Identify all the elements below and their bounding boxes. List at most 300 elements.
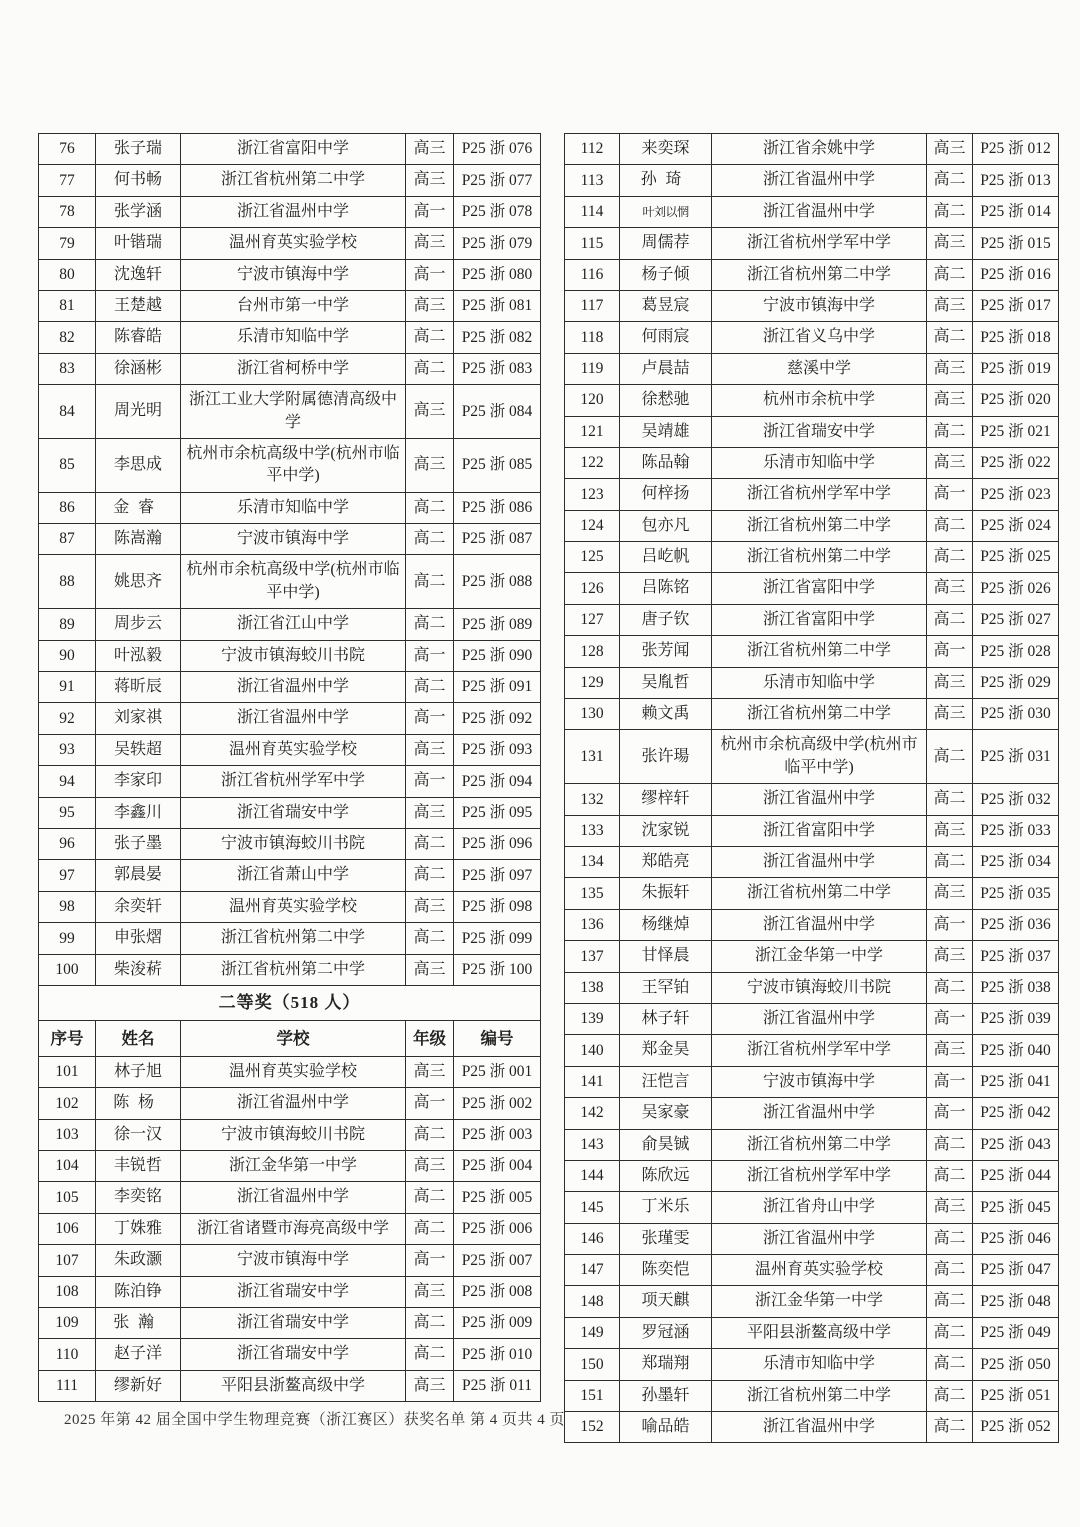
cell-name: 郑瑞翔 <box>620 1349 712 1380</box>
table-row <box>565 909 1059 940</box>
cell-name: 李鑫川 <box>96 797 181 828</box>
cell-index: 133 <box>565 815 620 846</box>
cell-name: 甘怿晨 <box>620 941 712 972</box>
table-row <box>39 1088 541 1119</box>
cell-school: 浙江省温州中学 <box>712 1098 927 1129</box>
table-row <box>39 734 541 765</box>
cell-name: 蒋昕辰 <box>96 672 181 703</box>
cell-name: 陈杨 <box>96 1088 181 1119</box>
cell-name: 张许瑒 <box>620 730 712 784</box>
cell-name: 李奕铭 <box>96 1182 181 1213</box>
cell-index: 110 <box>39 1339 96 1370</box>
cell-grade: 高二 <box>927 196 973 227</box>
cell-name: 张学涵 <box>96 196 181 227</box>
cell-school: 浙江省温州中学 <box>712 1412 927 1443</box>
cell-index: 101 <box>39 1056 96 1087</box>
table-row <box>39 1213 541 1244</box>
cell-index: 127 <box>565 604 620 635</box>
cell-name: 张子墨 <box>96 828 181 859</box>
cell-id: P25 浙 048 <box>973 1286 1059 1317</box>
cell-name: 林子轩 <box>620 1003 712 1034</box>
cell-name: 杨继焯 <box>620 909 712 940</box>
cell-school: 浙江省杭州第二中学 <box>712 636 927 667</box>
cell-name: 金睿 <box>96 492 181 523</box>
cell-name: 叶锴瑞 <box>96 228 181 259</box>
cell-index: 134 <box>565 846 620 877</box>
table-row <box>565 636 1059 667</box>
col-header-grade: 年级 <box>406 1020 454 1056</box>
cell-index: 147 <box>565 1255 620 1286</box>
cell-index: 90 <box>39 640 96 671</box>
cell-index: 112 <box>565 134 620 165</box>
cell-name: 丁米乐 <box>620 1192 712 1223</box>
cell-id: P25 浙 015 <box>973 228 1059 259</box>
cell-index: 98 <box>39 891 96 922</box>
table-row <box>39 524 541 555</box>
cell-id: P25 浙 024 <box>973 510 1059 541</box>
cell-school: 宁波市镇海蛟川书院 <box>181 1119 406 1150</box>
cell-school: 温州育英实验学校 <box>181 734 406 765</box>
cell-school: 浙江省温州中学 <box>712 909 927 940</box>
cell-index: 132 <box>565 784 620 815</box>
table-row <box>565 1412 1059 1443</box>
col-header-id: 编号 <box>454 1020 541 1056</box>
table-row <box>565 972 1059 1003</box>
cell-id: P25 浙 052 <box>973 1412 1059 1443</box>
cell-grade: 高二 <box>927 730 973 784</box>
cell-grade: 高二 <box>406 1339 454 1370</box>
cell-grade: 高二 <box>927 784 973 815</box>
cell-grade: 高二 <box>406 828 454 859</box>
cell-id: P25 浙 046 <box>973 1223 1059 1254</box>
cell-grade: 高三 <box>927 1035 973 1066</box>
cell-school: 宁波市镇海中学 <box>181 1245 406 1276</box>
table-row <box>565 259 1059 290</box>
cell-grade: 高三 <box>406 1056 454 1087</box>
cell-id: P25 浙 020 <box>973 385 1059 416</box>
cell-school: 杭州市余杭中学 <box>712 385 927 416</box>
cell-grade: 高一 <box>927 1098 973 1129</box>
cell-school: 浙江省瑞安中学 <box>181 797 406 828</box>
cell-index: 116 <box>565 259 620 290</box>
cell-grade: 高二 <box>406 1307 454 1338</box>
table-row <box>565 228 1059 259</box>
cell-index: 82 <box>39 322 96 353</box>
cell-index: 93 <box>39 734 96 765</box>
cell-grade: 高二 <box>927 1255 973 1286</box>
cell-school: 浙江省杭州学军中学 <box>181 766 406 797</box>
table-row <box>565 573 1059 604</box>
cell-grade: 高二 <box>406 609 454 640</box>
col-header-school: 学校 <box>181 1020 406 1056</box>
cell-index: 89 <box>39 609 96 640</box>
column-header-row <box>39 1020 541 1056</box>
cell-school: 慈溪中学 <box>712 353 927 384</box>
cell-index: 97 <box>39 860 96 891</box>
cell-grade: 高三 <box>927 941 973 972</box>
cell-index: 120 <box>565 385 620 416</box>
second-prize-section-row <box>39 985 541 1020</box>
cell-name: 项天麒 <box>620 1286 712 1317</box>
cell-grade: 高二 <box>927 416 973 447</box>
cell-id: P25 浙 082 <box>454 322 541 353</box>
table-row <box>565 196 1059 227</box>
cell-index: 129 <box>565 667 620 698</box>
cell-grade: 高一 <box>927 636 973 667</box>
table-row <box>565 1035 1059 1066</box>
cell-grade: 高三 <box>406 1151 454 1182</box>
table-row <box>39 1245 541 1276</box>
cell-index: 119 <box>565 353 620 384</box>
cell-school: 宁波市镇海中学 <box>712 1066 927 1097</box>
cell-grade: 高二 <box>927 1349 973 1380</box>
table-row <box>39 290 541 321</box>
cell-school: 乐清市知临中学 <box>181 322 406 353</box>
second-prize-rows-continued <box>565 134 1059 1443</box>
cell-school: 浙江省杭州第二中学 <box>712 878 927 909</box>
cell-name: 余奕轩 <box>96 891 181 922</box>
cell-index: 81 <box>39 290 96 321</box>
second-prize-title: 二等奖（518 人） <box>39 985 541 1020</box>
cell-name: 赵子洋 <box>96 1339 181 1370</box>
table-row <box>565 604 1059 635</box>
cell-grade: 高二 <box>927 510 973 541</box>
cell-name: 李家印 <box>96 766 181 797</box>
cell-school: 浙江省温州中学 <box>712 1003 927 1034</box>
cell-school: 浙江省诸暨市海亮高级中学 <box>181 1213 406 1244</box>
table-row <box>565 878 1059 909</box>
table-row <box>39 797 541 828</box>
cell-name: 喻品皓 <box>620 1412 712 1443</box>
cell-grade: 高二 <box>927 1160 973 1191</box>
cell-index: 96 <box>39 828 96 859</box>
cell-grade: 高一 <box>927 1003 973 1034</box>
cell-id: P25 浙 016 <box>973 259 1059 290</box>
cell-id: P25 浙 008 <box>454 1276 541 1307</box>
cell-index: 146 <box>565 1223 620 1254</box>
cell-index: 144 <box>565 1160 620 1191</box>
cell-school: 浙江省杭州学军中学 <box>712 228 927 259</box>
cell-index: 78 <box>39 196 96 227</box>
cell-id: P25 浙 047 <box>973 1255 1059 1286</box>
cell-grade: 高二 <box>927 1223 973 1254</box>
cell-grade: 高三 <box>406 134 454 165</box>
cell-id: P25 浙 006 <box>454 1213 541 1244</box>
cell-grade: 高二 <box>927 259 973 290</box>
cell-id: P25 浙 001 <box>454 1056 541 1087</box>
table-row <box>39 703 541 734</box>
cell-index: 149 <box>565 1317 620 1348</box>
cell-grade: 高二 <box>406 322 454 353</box>
cell-index: 91 <box>39 672 96 703</box>
cell-name: 柴浚菥 <box>96 954 181 985</box>
cell-school: 乐清市知临中学 <box>712 667 927 698</box>
cell-name: 叶刘以惘 <box>620 196 712 227</box>
cell-name: 孙墨轩 <box>620 1380 712 1411</box>
cell-index: 103 <box>39 1119 96 1150</box>
cell-id: P25 浙 090 <box>454 640 541 671</box>
cell-index: 148 <box>565 1286 620 1317</box>
cell-index: 95 <box>39 797 96 828</box>
cell-name: 丰锐哲 <box>96 1151 181 1182</box>
cell-grade: 高三 <box>927 667 973 698</box>
cell-id: P25 浙 014 <box>973 196 1059 227</box>
table-row <box>565 699 1059 730</box>
cell-grade: 高二 <box>927 1317 973 1348</box>
table-row <box>39 640 541 671</box>
col-header-index: 序号 <box>39 1020 96 1056</box>
cell-school: 浙江省杭州学军中学 <box>712 1160 927 1191</box>
cell-grade: 高二 <box>927 1380 973 1411</box>
cell-name: 郑金昊 <box>620 1035 712 1066</box>
cell-grade: 高三 <box>406 1370 454 1401</box>
table-row <box>565 416 1059 447</box>
cell-index: 117 <box>565 290 620 321</box>
cell-id: P25 浙 081 <box>454 290 541 321</box>
cell-grade: 高二 <box>406 353 454 384</box>
cell-grade: 高三 <box>406 438 454 492</box>
table-row <box>39 228 541 259</box>
cell-index: 105 <box>39 1182 96 1213</box>
cell-school: 浙江省杭州学军中学 <box>712 1035 927 1066</box>
table-row <box>39 134 541 165</box>
cell-school: 浙江省温州中学 <box>181 1088 406 1119</box>
cell-school: 浙江省萧山中学 <box>181 860 406 891</box>
cell-name: 王罕铂 <box>620 972 712 1003</box>
table-row <box>565 510 1059 541</box>
table-row <box>39 353 541 384</box>
cell-name: 吴家豪 <box>620 1098 712 1129</box>
table-row <box>39 1119 541 1150</box>
cell-id: P25 浙 043 <box>973 1129 1059 1160</box>
table-row <box>39 860 541 891</box>
cell-grade: 高三 <box>406 797 454 828</box>
cell-grade: 高一 <box>406 766 454 797</box>
cell-grade: 高二 <box>927 165 973 196</box>
cell-id: P25 浙 045 <box>973 1192 1059 1223</box>
cell-index: 76 <box>39 134 96 165</box>
cell-index: 135 <box>565 878 620 909</box>
cell-grade: 高二 <box>406 923 454 954</box>
cell-id: P25 浙 044 <box>973 1160 1059 1191</box>
cell-grade: 高一 <box>927 1066 973 1097</box>
cell-grade: 高一 <box>927 909 973 940</box>
cell-index: 136 <box>565 909 620 940</box>
cell-name: 孙琦 <box>620 165 712 196</box>
cell-grade: 高三 <box>406 734 454 765</box>
table-row <box>39 1339 541 1370</box>
table-row <box>39 672 541 703</box>
table-row <box>39 385 541 439</box>
cell-id: P25 浙 077 <box>454 165 541 196</box>
table-row <box>39 555 541 609</box>
cell-name: 吕陈铭 <box>620 573 712 604</box>
cell-school: 宁波市镇海中学 <box>181 259 406 290</box>
cell-name: 陈品翰 <box>620 447 712 478</box>
table-row <box>39 1151 541 1182</box>
cell-school: 浙江省瑞安中学 <box>181 1307 406 1338</box>
table-row <box>565 1255 1059 1286</box>
cell-name: 周儒荐 <box>620 228 712 259</box>
cell-id: P25 浙 017 <box>973 290 1059 321</box>
cell-school: 宁波市镇海蛟川书院 <box>181 828 406 859</box>
table-row <box>39 1182 541 1213</box>
cell-id: P25 浙 076 <box>454 134 541 165</box>
cell-name: 吴胤哲 <box>620 667 712 698</box>
cell-school: 浙江省瑞安中学 <box>181 1276 406 1307</box>
table-row <box>565 165 1059 196</box>
cell-name: 缪新好 <box>96 1370 181 1401</box>
cell-grade: 高一 <box>406 259 454 290</box>
cell-index: 142 <box>565 1098 620 1129</box>
cell-school: 浙江省柯桥中学 <box>181 353 406 384</box>
cell-name: 徐慭驰 <box>620 385 712 416</box>
table-row <box>565 784 1059 815</box>
cell-name: 杨子倾 <box>620 259 712 290</box>
cell-grade: 高一 <box>927 479 973 510</box>
cell-name: 陈睿皓 <box>96 322 181 353</box>
cell-name: 王楚越 <box>96 290 181 321</box>
cell-name: 沈逸轩 <box>96 259 181 290</box>
cell-grade: 高一 <box>406 196 454 227</box>
table-row <box>39 1056 541 1087</box>
cell-school: 浙江省富阳中学 <box>712 604 927 635</box>
cell-id: P25 浙 018 <box>973 322 1059 353</box>
table-row <box>39 492 541 523</box>
cell-school: 浙江省杭州第二中学 <box>712 1380 927 1411</box>
right-award-table <box>564 133 1059 1443</box>
cell-grade: 高二 <box>927 1286 973 1317</box>
table-row <box>565 542 1059 573</box>
cell-id: P25 浙 007 <box>454 1245 541 1276</box>
cell-id: P25 浙 031 <box>973 730 1059 784</box>
cell-index: 150 <box>565 1349 620 1380</box>
table-row <box>565 1160 1059 1191</box>
table-row <box>565 1223 1059 1254</box>
cell-id: P25 浙 022 <box>973 447 1059 478</box>
table-row <box>39 923 541 954</box>
cell-index: 137 <box>565 941 620 972</box>
cell-id: P25 浙 039 <box>973 1003 1059 1034</box>
cell-school: 浙江金华第一中学 <box>712 941 927 972</box>
cell-id: P25 浙 005 <box>454 1182 541 1213</box>
cell-index: 106 <box>39 1213 96 1244</box>
cell-school: 浙江省温州中学 <box>712 1223 927 1254</box>
cell-grade: 高二 <box>406 1213 454 1244</box>
cell-id: P25 浙 084 <box>454 385 541 439</box>
cell-grade: 高三 <box>406 1276 454 1307</box>
cell-grade: 高二 <box>927 846 973 877</box>
cell-index: 118 <box>565 322 620 353</box>
cell-id: P25 浙 010 <box>454 1339 541 1370</box>
cell-school: 浙江省杭州第二中学 <box>181 923 406 954</box>
cell-id: P25 浙 027 <box>973 604 1059 635</box>
cell-index: 108 <box>39 1276 96 1307</box>
cell-id: P25 浙 100 <box>454 954 541 985</box>
cell-name: 罗冠涵 <box>620 1317 712 1348</box>
cell-school: 浙江省富阳中学 <box>712 815 927 846</box>
cell-index: 125 <box>565 542 620 573</box>
cell-name: 张子瑞 <box>96 134 181 165</box>
cell-index: 141 <box>565 1066 620 1097</box>
cell-index: 107 <box>39 1245 96 1276</box>
cell-school: 宁波市镇海中学 <box>712 290 927 321</box>
cell-name: 何雨宸 <box>620 322 712 353</box>
table-row <box>565 941 1059 972</box>
table-row <box>39 1307 541 1338</box>
table-row <box>565 134 1059 165</box>
cell-school: 浙江省舟山中学 <box>712 1192 927 1223</box>
cell-name: 刘家祺 <box>96 703 181 734</box>
cell-grade: 高三 <box>927 699 973 730</box>
first-prize-rows-continued <box>39 134 541 986</box>
cell-index: 85 <box>39 438 96 492</box>
cell-name: 丁姝雅 <box>96 1213 181 1244</box>
cell-index: 140 <box>565 1035 620 1066</box>
cell-school: 乐清市知临中学 <box>712 447 927 478</box>
cell-name: 汪恺言 <box>620 1066 712 1097</box>
cell-grade: 高三 <box>406 165 454 196</box>
cell-id: P25 浙 002 <box>454 1088 541 1119</box>
cell-name: 何书畅 <box>96 165 181 196</box>
cell-id: P25 浙 091 <box>454 672 541 703</box>
cell-grade: 高三 <box>406 891 454 922</box>
table-row <box>565 846 1059 877</box>
table-row <box>39 891 541 922</box>
cell-name: 葛昱宸 <box>620 290 712 321</box>
cell-grade: 高三 <box>406 228 454 259</box>
cell-name: 陈泊铮 <box>96 1276 181 1307</box>
cell-id: P25 浙 034 <box>973 846 1059 877</box>
cell-name: 吴靖雄 <box>620 416 712 447</box>
cell-name: 朱振轩 <box>620 878 712 909</box>
cell-id: P25 浙 095 <box>454 797 541 828</box>
table-row <box>565 290 1059 321</box>
cell-id: P25 浙 087 <box>454 524 541 555</box>
table-row <box>565 815 1059 846</box>
cell-name: 张瑾雯 <box>620 1223 712 1254</box>
cell-name: 吴轶超 <box>96 734 181 765</box>
cell-grade: 高一 <box>406 1245 454 1276</box>
table-row <box>565 1317 1059 1348</box>
cell-index: 86 <box>39 492 96 523</box>
cell-school: 杭州市余杭高级中学(杭州市临平中学) <box>712 730 927 784</box>
table-row <box>565 479 1059 510</box>
cell-id: P25 浙 004 <box>454 1151 541 1182</box>
cell-school: 浙江省杭州第二中学 <box>712 259 927 290</box>
table-row <box>565 353 1059 384</box>
cell-name: 朱政灏 <box>96 1245 181 1276</box>
table-row <box>565 1003 1059 1034</box>
cell-index: 100 <box>39 954 96 985</box>
cell-id: P25 浙 013 <box>973 165 1059 196</box>
cell-name: 何梓扬 <box>620 479 712 510</box>
cell-school: 浙江省富阳中学 <box>181 134 406 165</box>
cell-school: 浙江省杭州第二中学 <box>181 165 406 196</box>
table-row <box>39 196 541 227</box>
cell-name: 吕屹帆 <box>620 542 712 573</box>
cell-grade: 高二 <box>927 604 973 635</box>
cell-id: P25 浙 028 <box>973 636 1059 667</box>
cell-school: 浙江省杭州学军中学 <box>712 479 927 510</box>
table-row <box>565 1098 1059 1129</box>
table-row <box>565 1286 1059 1317</box>
cell-id: P25 浙 038 <box>973 972 1059 1003</box>
cell-index: 151 <box>565 1380 620 1411</box>
cell-name: 张芳闻 <box>620 636 712 667</box>
cell-index: 84 <box>39 385 96 439</box>
cell-grade: 高三 <box>927 228 973 259</box>
